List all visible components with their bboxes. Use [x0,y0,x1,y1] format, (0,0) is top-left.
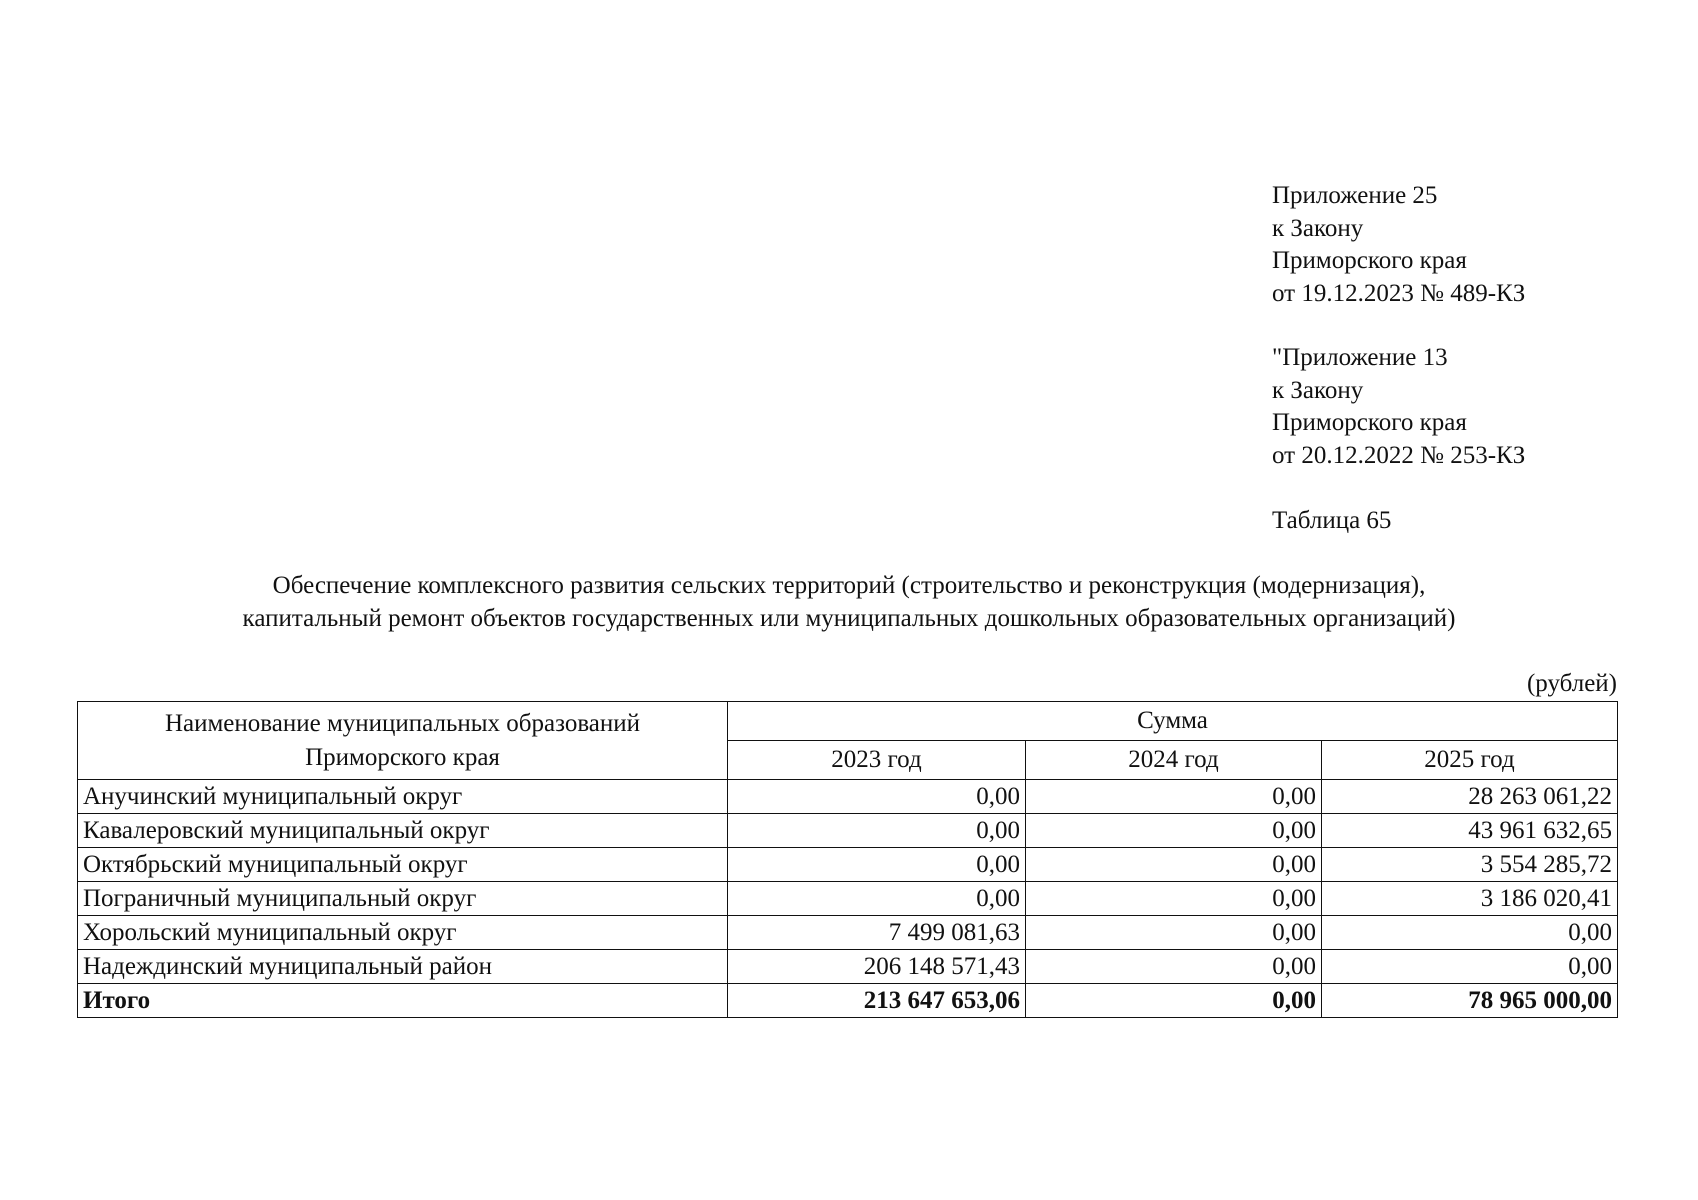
title-line-1: Обеспечение комплексного развития сельских территорий (строительство и реконструкция (модернизация), [272,572,1426,599]
year-header-2023: 2023 год [728,741,1026,780]
amount-2023: 0,00 [728,780,1026,814]
municipality-column-header [78,702,728,780]
table-row [78,916,1618,950]
amount-2024: 0,00 [1026,780,1322,814]
amount-2023: 0,00 [728,848,1026,882]
appendix-line: Приморского края [1272,409,1467,436]
header-line-2: Приморского края [305,743,500,771]
total-2024: 0,00 [1026,984,1322,1018]
appendix-block-original [1272,342,1525,472]
total-label: Итого [78,984,728,1018]
amount-2024: 0,00 [1026,950,1322,984]
table-row [78,950,1618,984]
amount-2025: 0,00 [1322,950,1618,984]
title-line-2: капитальный ремонт объектов государственных или муниципальных дошкольных образовательных организаций) [242,604,1456,632]
table-row [78,848,1618,882]
total-2025: 78 965 000,00 [1322,984,1618,1018]
appendix-line: от 19.12.2023 № 489-КЗ [1272,279,1526,307]
appendix-line: к Закону [1272,376,1364,404]
municipality-name: Пограничный муниципальный округ [78,882,728,916]
total-2023: 213 647 653,06 [728,984,1026,1018]
amount-2025: 0,00 [1322,916,1618,950]
amount-2024: 0,00 [1026,882,1322,916]
appendix-line: Приморского края [1272,247,1467,274]
table-row [78,814,1618,848]
amount-2023: 7 499 081,63 [728,916,1026,950]
document-title [0,570,1698,635]
appendix-line: от 20.12.2022 № 253-КЗ [1272,441,1526,469]
year-header-2025: 2025 год [1322,741,1618,780]
municipality-name: Кавалеровский муниципальный округ [78,814,728,848]
municipality-name: Октябрьский муниципальный округ [78,848,728,882]
table-row [78,882,1618,916]
municipality-name: Анучинский муниципальный округ [78,780,728,814]
appendix-line: к Закону [1272,214,1364,242]
municipality-name: Хорольский муниципальный округ [78,916,728,950]
municipality-name: Надеждинский муниципальный район [78,950,728,984]
units-label: (рублей) [1526,670,1617,697]
total-row [78,984,1618,1018]
appendix-line: "Приложение 13 [1272,344,1448,371]
amount-2025: 28 263 061,22 [1322,780,1618,814]
year-header-2024: 2024 год [1026,741,1322,780]
amount-2024: 0,00 [1026,814,1322,848]
table-number: Таблица 65 [1272,507,1392,534]
amount-2024: 0,00 [1026,916,1322,950]
budget-table [77,701,1618,1018]
amount-2025: 3 554 285,72 [1322,848,1618,882]
amount-2025: 43 961 632,65 [1322,814,1618,848]
amount-2025: 3 186 020,41 [1322,882,1618,916]
amount-2023: 0,00 [728,882,1026,916]
amount-2023: 206 148 571,43 [728,950,1026,984]
appendix-line: Приложение 25 [1272,182,1438,209]
appendix-block-current [1272,180,1525,310]
amount-2024: 0,00 [1026,848,1322,882]
amount-2023: 0,00 [728,814,1026,848]
table-row [78,780,1618,814]
header-line-1: Наименование муниципальных образований [164,709,641,737]
sum-column-header: Сумма [728,702,1618,741]
header-row [78,702,1618,741]
